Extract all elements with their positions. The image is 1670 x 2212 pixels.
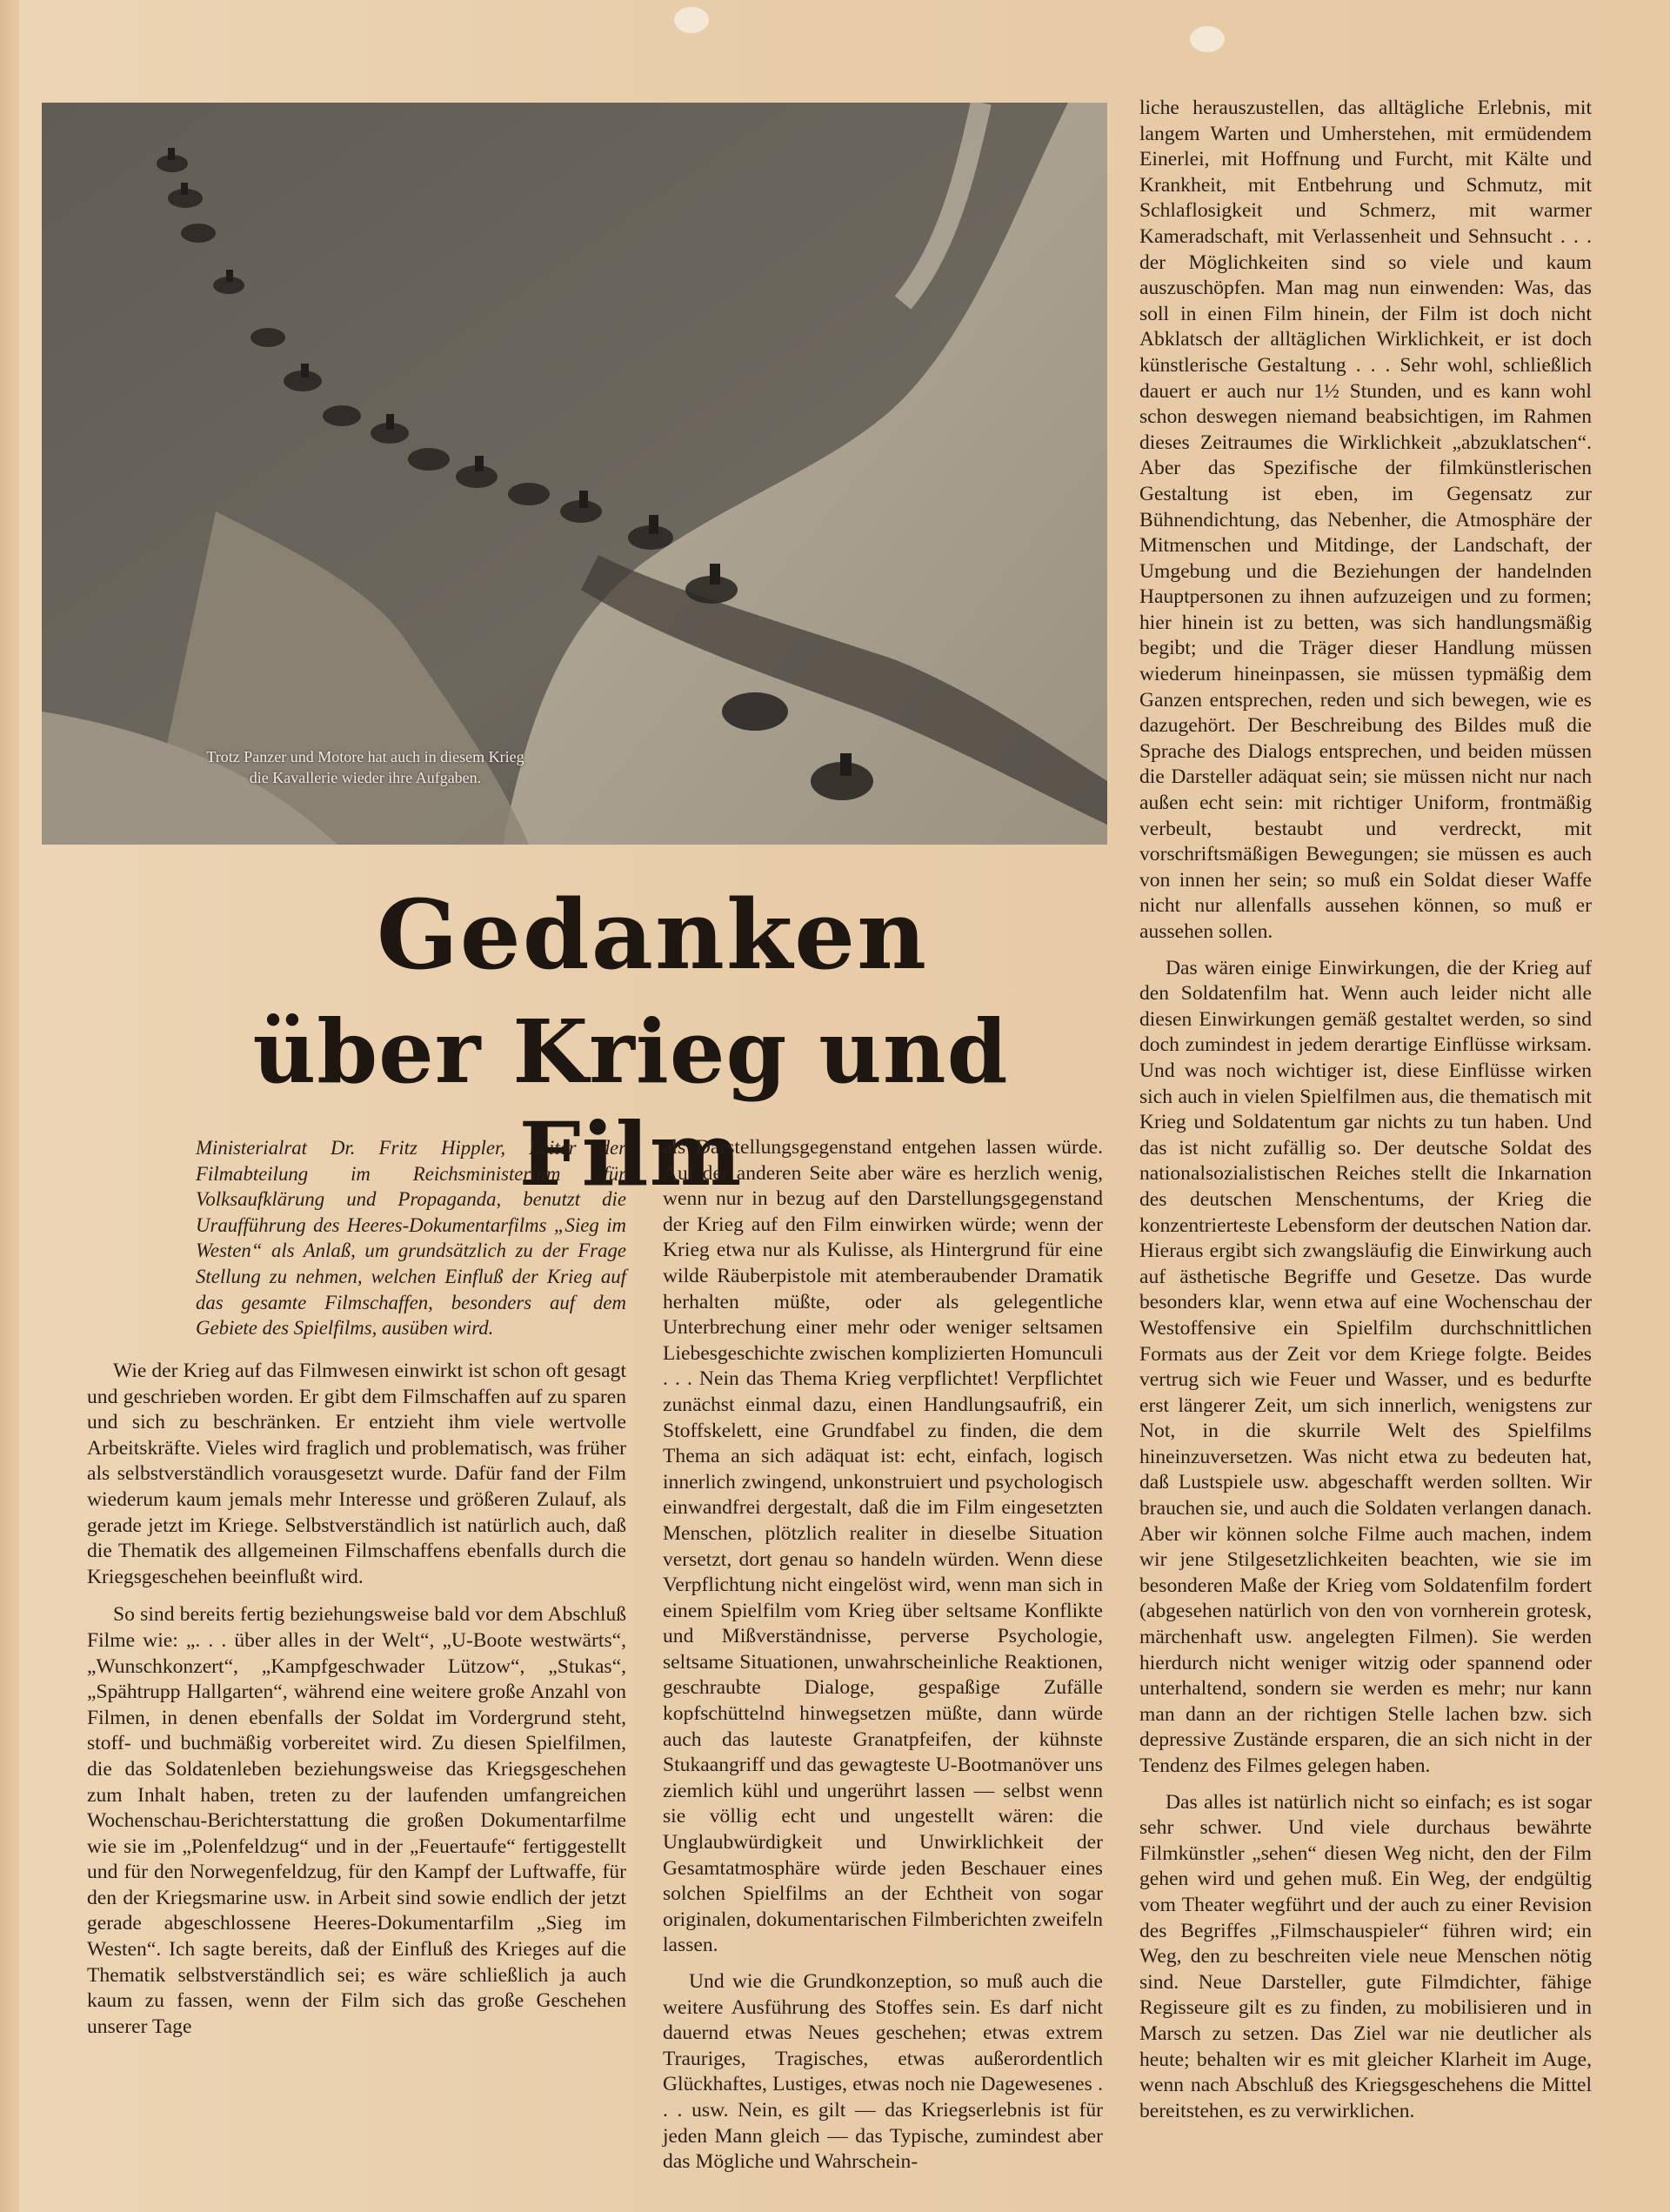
paragraph: Das wären einige Einwirkungen, die der Krieg auf den Soldatenfilm hat. Wenn auch leider nicht alle diesen Einwirkungen gemäß gestaltet werden, so sind doch zumindest in jedem derartige Einflüsse wirksam. Und was noch wichtiger ist, diese Einflüsse wirken sich auch in vielen Spielfilmen aus, die thematisch mit Krieg und Soldatentum gar nichts zu tun haben. Und das ist nicht zufällig so. Der deutsche Soldat des nationalsozialistischen Reiches stellt die Inkarnation des deutschen Menschentums, der Krieg die konzentrierteste Lebensform der deutschen Nation dar. Hieraus ergibt sich zwangsläufig die Einwirkung auch auf ästhetische Begriffe und Gesetze. Das wurde besonders klar, wenn etwa auf eine Wochenschau der Westoffensive ein Spielfilm durchschnittlichen Formats aus der Zeit vor dem Kriege folgte. Beides vertrug sich wie Feuer und Wasser, und es bedurfte erst längerer Zeit, um sich innerlich, wenigstens zur Not, in die skurrile Welt des Spielfilms hineinzuversetzen. Was nicht etwa zu bedeuten hat, daß Lustspiele usw. abgeschafft werden sollten. Wir brauchen sie, und auch die Soldaten verlangen danach. Aber wir können solche Filme auch machen, indem wir jene Stilgesetzlichkeiten beachten, wie sie im besonderen Maße der Krieg vom Soldatenfilm fordert (abgesehen natürlich von den von vornherein grotesk, märchenhaft usw. angelegten Filmen). Sie werden hierdurch nicht weniger witzig oder spannend oder unterhaltend, sondern sie werden es mehr; nur kann man dann an der richtigen Stelle lachen bzw. sich depressive Zustände ersparen, die an sich nicht in der Tendenz des Filmes gelegen haben.	[1139, 956, 1592, 1777]
paragraph: liche herauszustellen, das alltägliche Erlebnis, mit langem Warten und Umherstehen, mit ermüdendem Einerlei, mit Hoffnung und Furcht, mit Kälte und Krankheit, mit Entbehrung und Schmutz, mit Schlaflosigkeit und Schmerz, mit warmer Kameradschaft, mit Verlassenheit und Sehnsucht . . . der Möglichkeiten sind so viele und kaum auszuschöpfen. Man mag nun einwenden: Was, das soll in einen Film hinein, der Film ist doch nicht Abklatsch der alltäglichen Wirklichkeit, er ist doch künstlerische Gestaltung . . . Sehr wohl, schließlich dauert er auch nur 1½ Stunden, und es kann wohl schon deswegen niemand beabsichtigen, im Rahmen dieses Zeitraumes die Wirklichkeit „abzuklatschen“. Aber das Spezifische der filmkünstlerischen Gestaltung ist eben, im Gegensatz zur Bühnendichtung, das Nebenher, die Atmosphäre der Mitmenschen und Mitdinge, der Landschaft, der Umgebung und die Beziehungen der handelnden Hauptpersonen zu ihnen aufzuzeigen und zu formen; hier hinein ist zu betten, was sich handlungsmäßig begibt; und die Träger dieser Handlung müssen wiederum hineinpassen, sie müssen typmäßig dem Ganzen entsprechen, reden und sich bewegen, wie es dazugehört. Der Beschreibung des Bildes muß die Sprache des Dialogs entsprechen, und beiden müssen die Darsteller adäquat sein; sie müssen nicht nur nach außen echt sein: mit richtiger Uniform, frontmäßig verbeult, bestaubt und verdreckt, mit vorschriftsmäßigen Bewegungen; sie müssen es auch von innen her sein; so muß ein Soldat dieser Waffe nicht nur allenfalls aussehen können, so muß er aussehen sollen.	[1139, 97, 1592, 943]
paragraph: Wie der Krieg auf das Filmwesen einwirkt ist schon oft gesagt und geschrieben worden. Er gibt dem Filmschaffen auf zu sparen und sich zu beschränken. Er entzieht ihm viele wertvolle Arbeitskräfte. Vieles wird fraglich und problematisch, was früher als selbstverständlich vorausgesetzt wurde. Dafür fand der Film wiederum kaum jemals mehr Interesse und größeren Zulauf, als gerade jetzt im Kriege. Selbstverständlich ist natürlich auch, daß die Thematik des allgemeinen Filmschaffens ebenfalls durch die Kriegsgeschehen beeinflußt wird.	[87, 1360, 626, 1588]
paragraph: So sind bereits fertig beziehungsweise bald vor dem Abschluß Filme wie: „. . . über alles in der Welt“, „U-Boote westwärts“, „Wunschkonzert“, „Kampfgeschwader Lützow“, „Stukas“, „Spähtrupp Hallgarten“, während eine weitere große Anzahl von Filmen, in denen ebenfalls der Soldat im Vordergrund steht, stoff- und buchmäßig vorbereitet wird. Zu diesen Spielfilmen, die das Soldatenleben beziehungsweise das Kriegsgeschehen zum Inhalt haben, treten zu der laufenden umfangreichen Wochenschau-Berichterstattung die großen Dokumentarfilme wie sie im „Polenfeldzug“ und in der „Feuertaufe“ fertiggestellt und für den Norwegenfeldzug, für den Kampf der Luftwaffe, für den der Kriegsmarine usw. in Arbeit sind sowie endlich der jetzt gerade abgeschlossene Heeres-Dokumentarfilm „Sieg im Westen“. Ich sagte bereits, daß der Einfluß des Krieges auf die Thematik selbstverständlich sei; es wäre schließlich ja auch kaum zu fassen, wenn der Film sich das große Geschehen unserer Tage	[87, 1603, 626, 2038]
headline-line-2: über Krieg und Film	[252, 1000, 1009, 1206]
headline-line-1: Gedanken	[376, 879, 929, 991]
photo-caption: Trotz Panzer und Motore hat auch in diesem Krieg die Kavallerie wieder ihre Aufgaben.	[206, 748, 524, 786]
article-intro: Ministerialrat Dr. Fritz Hippler, Leiter der Filmabteilung im Reichsministerium für Volksaufklärung und Propaganda, benutzt die Uraufführung des Heeres-Dokumentarfilms „Sieg im Westen“ als Anlaß, um grundsätzlich zu der Frage Stellung zu nehmen, welchen Einfluß der Krieg auf das gesamte Filmschaffen, besonders auf dem Gebiete des Spielfilms, ausüben wird.	[196, 1137, 626, 1340]
paragraph: Und wie die Grundkonzeption, so muß auch die weitere Ausführung des Stoffes sein. Es darf nicht dauernd etwas Neues geschehen; etwas extrem Trauriges, Tragisches, etwas außerordentlich Glückhaftes, Lustiges, etwas noch nie Dagewesenes . . . usw. Nein, es gilt — das Kriegserlebnis ist für jeden Mann gleich — das Typische, zumindest aber das Mögliche und Wahrschein-	[663, 1970, 1103, 2174]
article-column-3	[1139, 96, 1592, 2135]
article-column-2	[663, 1135, 1103, 2186]
paper-hole	[674, 7, 709, 33]
paper-hole	[1190, 26, 1225, 52]
cavalry-photo	[42, 103, 1107, 845]
cavalry-photo-image	[42, 103, 1107, 845]
paragraph: Das alles ist natürlich nicht so einfach; es ist sogar sehr schwer. Und viele durchaus bewährte Filmkünstler „sehen“ diesen Weg nicht, den der Film gehen wird und gehen muß. Ein Weg, der endgültig vom Theater wegführt und der auch zu einer Revision des Begriffes „Filmschauspieler“ führen wird; ein Weg, den zu beschreiten viele neue Menschen nötig sind. Neue Darsteller, gute Filmdichter, fähige Regisseure gilt es zu finden, zu mobilisieren und in Marsch zu setzen. Das Ziel war nie deutlicher als heute; behalten wir es mit gleicher Klarheit im Auge, wenn nach Abschluß des Kriegsgeschehens die Mittel bereitstehen, es zu verwirklichen.	[1139, 1790, 1592, 2122]
page-edge	[0, 0, 19, 2212]
article-headline	[130, 879, 1131, 1206]
article-column-1	[87, 1359, 626, 2052]
paragraph: als Darstellungsgegenstand entgehen lassen würde. Auf der anderen Seite aber wäre es herzlich wenig, wenn nur in bezug auf den Darstellungsgegenstand der Krieg auf den Film einwirken würde; wenn der Krieg etwa nur als Kulisse, als Hintergrund für eine wilde Räuberpistole mit atemberaubender Dramatik herhalten müßte, oder als gelegentliche Unterbrechung einer mehr oder weniger seltsamen Liebesgeschichte zwischen komplizierten Homunculi . . . Nein das Thema Krieg verpflichtet! Verpflichtet zunächst einmal dazu, einen Handlungsaufriß, ein Stoffskelett, eine Grundfabel zu finden, die dem Thema an sich adäquat ist: echt, einfach, logisch innerlich zwingend, unkonstruiert und psychologisch einwandfrei dergestalt, daß die im Film eingesetzten Menschen, plötzlich realiter in dieselbe Situation versetzt, dort genau so handeln würden. Wenn diese Verpflichtung nicht eingelöst wird, wenn man sich in einem Spielfilm vom Krieg über seltsame Konflikte und Mißverständnisse, perverse Psychologie, seltsame Situationen, unwahrscheinliche Reaktionen, geschraubte Dialoge, gespaßige Zufälle kopfschüttelnd hinwegsetzen müßte, dann würde auch das lauteste Granatpfeifen, der kühnste Stukaangriff und das gewagteste U-Bootmanöver uns ziemlich kühl und ungerührt lassen — selbst wenn sie völlig echt und ungestellt wären: die Unglaubwürdigkeit und Unwirklichkeit der Gesamtatmosphäre würde jeden Beschauer eines solchen Spielfilms an der Echtheit von sogar originalen, dokumentarischen Filmberichten zweifeln lassen.	[663, 1136, 1103, 1957]
